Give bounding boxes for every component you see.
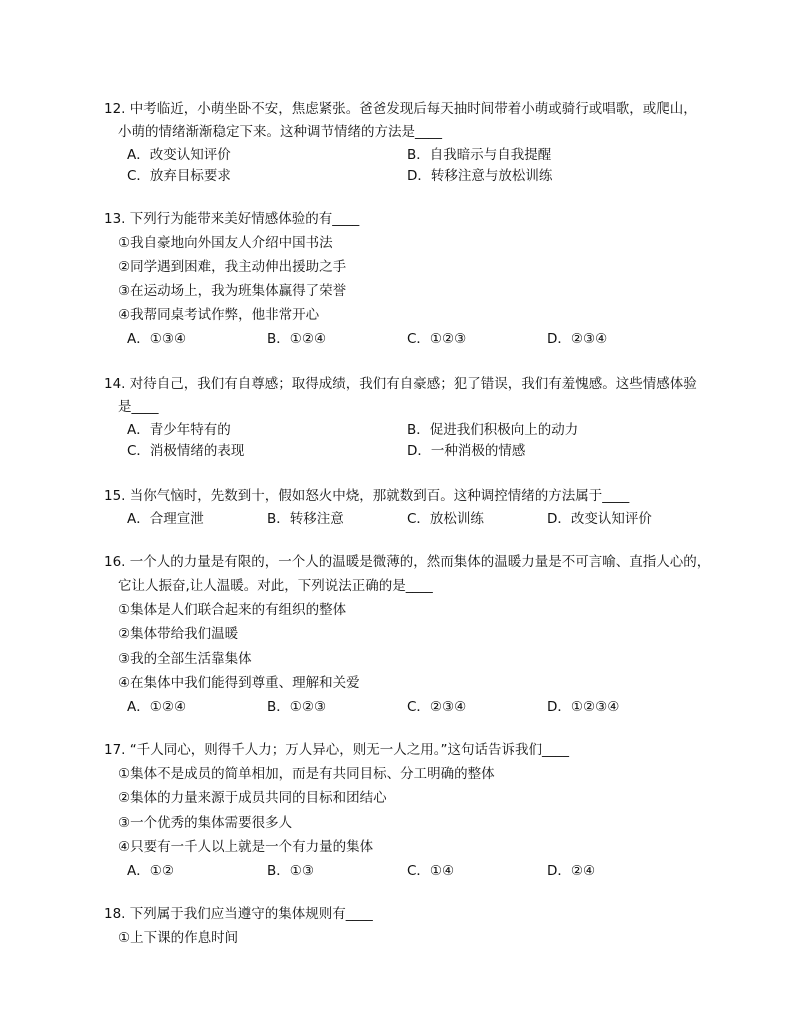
question-stem: 小萌的情绪渐渐稳定下来。这种调节情绪的方法是____ <box>118 124 442 140</box>
option-a[interactable]: A．改变认知评价 <box>127 147 231 163</box>
option-d[interactable]: D．转移注意与放松训练 <box>407 168 553 184</box>
option-a[interactable]: A．①③④ <box>127 331 187 347</box>
option-a[interactable]: A．①②④ <box>127 699 187 715</box>
option-b[interactable]: B．自我暗示与自我提醒 <box>407 147 552 163</box>
statement-item: ④只要有一千人以上就是一个有力量的集体 <box>118 839 374 855</box>
statement-item: ②同学遇到困难，我主动伸出援助之手 <box>118 259 347 275</box>
statement-item: ①上下课的作息时间 <box>118 930 239 946</box>
question-stem: 17. “千人同心，则得千人力；万人异心，则无一人之用。”这句话告诉我们____ <box>104 742 569 758</box>
statement-item: ①集体是人们联合起来的有组织的整体 <box>118 602 347 618</box>
statement-item: ①我自豪地向外国友人介绍中国书法 <box>118 235 333 251</box>
option-b[interactable]: B．促进我们积极向上的动力 <box>407 422 579 438</box>
statement-item: ①集体不是成员的简单相加，而是有共同目标、分工明确的整体 <box>118 766 495 782</box>
option-d[interactable]: D．改变认知评价 <box>547 511 652 527</box>
question-stem: 15. 当你气恼时，先数到十，假如怒火中烧，那就数到百。这种调控情绪的方法属于____ <box>104 488 630 504</box>
question-stem: 18. 下列属于我们应当遵守的集体规则有____ <box>104 906 373 922</box>
question-stem: 是____ <box>118 399 159 415</box>
option-c[interactable]: C．①④ <box>407 863 455 879</box>
option-a[interactable]: A．青少年特有的 <box>127 422 231 438</box>
question-stem: 它让人振奋,让人温暖。对此，下列说法正确的是____ <box>118 578 433 594</box>
option-d[interactable]: D．①②③④ <box>547 699 620 715</box>
question-stem: 13. 下列行为能带来美好情感体验的有____ <box>104 211 360 227</box>
question-stem: 16. 一个人的力量是有限的，一个人的温暖是微薄的，然而集体的温暖力量是不可言喻、直指人心的， <box>104 554 711 570</box>
question-stem: 12. 中考临近，小萌坐卧不安，焦虑紧张。爸爸发现后每天抽时间带着小萌或骑行或唱歌，或爬山， <box>104 101 697 117</box>
statement-item: ③我的全部生活靠集体 <box>118 651 252 667</box>
statement-item: ③在运动场上，我为班集体赢得了荣誉 <box>118 283 347 299</box>
option-b[interactable]: B．①③ <box>267 863 314 879</box>
statement-item: ④我帮同桌考试作弊，他非常开心 <box>118 307 320 323</box>
question-stem: 14. 对待自己，我们有自尊感；取得成绩，我们有自豪感；犯了错误，我们有羞愧感。这些情感体验 <box>104 376 697 392</box>
option-a[interactable]: A．①② <box>127 863 174 879</box>
statement-item: ②集体的力量来源于成员共同的目标和团结心 <box>118 790 387 806</box>
option-a[interactable]: A．合理宣泄 <box>127 511 204 527</box>
option-b[interactable]: B．①②④ <box>267 331 327 347</box>
statement-item: ②集体带给我们温暖 <box>118 626 239 642</box>
option-c[interactable]: C．消极情绪的表现 <box>127 443 245 459</box>
option-c[interactable]: C．②③④ <box>407 699 467 715</box>
option-c[interactable]: C．放弃目标要求 <box>127 168 231 184</box>
statement-item: ④在集体中我们能得到尊重、理解和关爱 <box>118 675 360 691</box>
option-c[interactable]: C．①②③ <box>407 331 467 347</box>
statement-item: ③一个优秀的集体需要很多人 <box>118 815 293 831</box>
option-b[interactable]: B．转移注意 <box>267 511 344 527</box>
option-d[interactable]: D．②③④ <box>547 331 608 347</box>
option-c[interactable]: C．放松训练 <box>407 511 484 527</box>
option-d[interactable]: D．一种消极的情感 <box>407 443 526 459</box>
option-b[interactable]: B．①②③ <box>267 699 327 715</box>
option-d[interactable]: D．②④ <box>547 863 596 879</box>
